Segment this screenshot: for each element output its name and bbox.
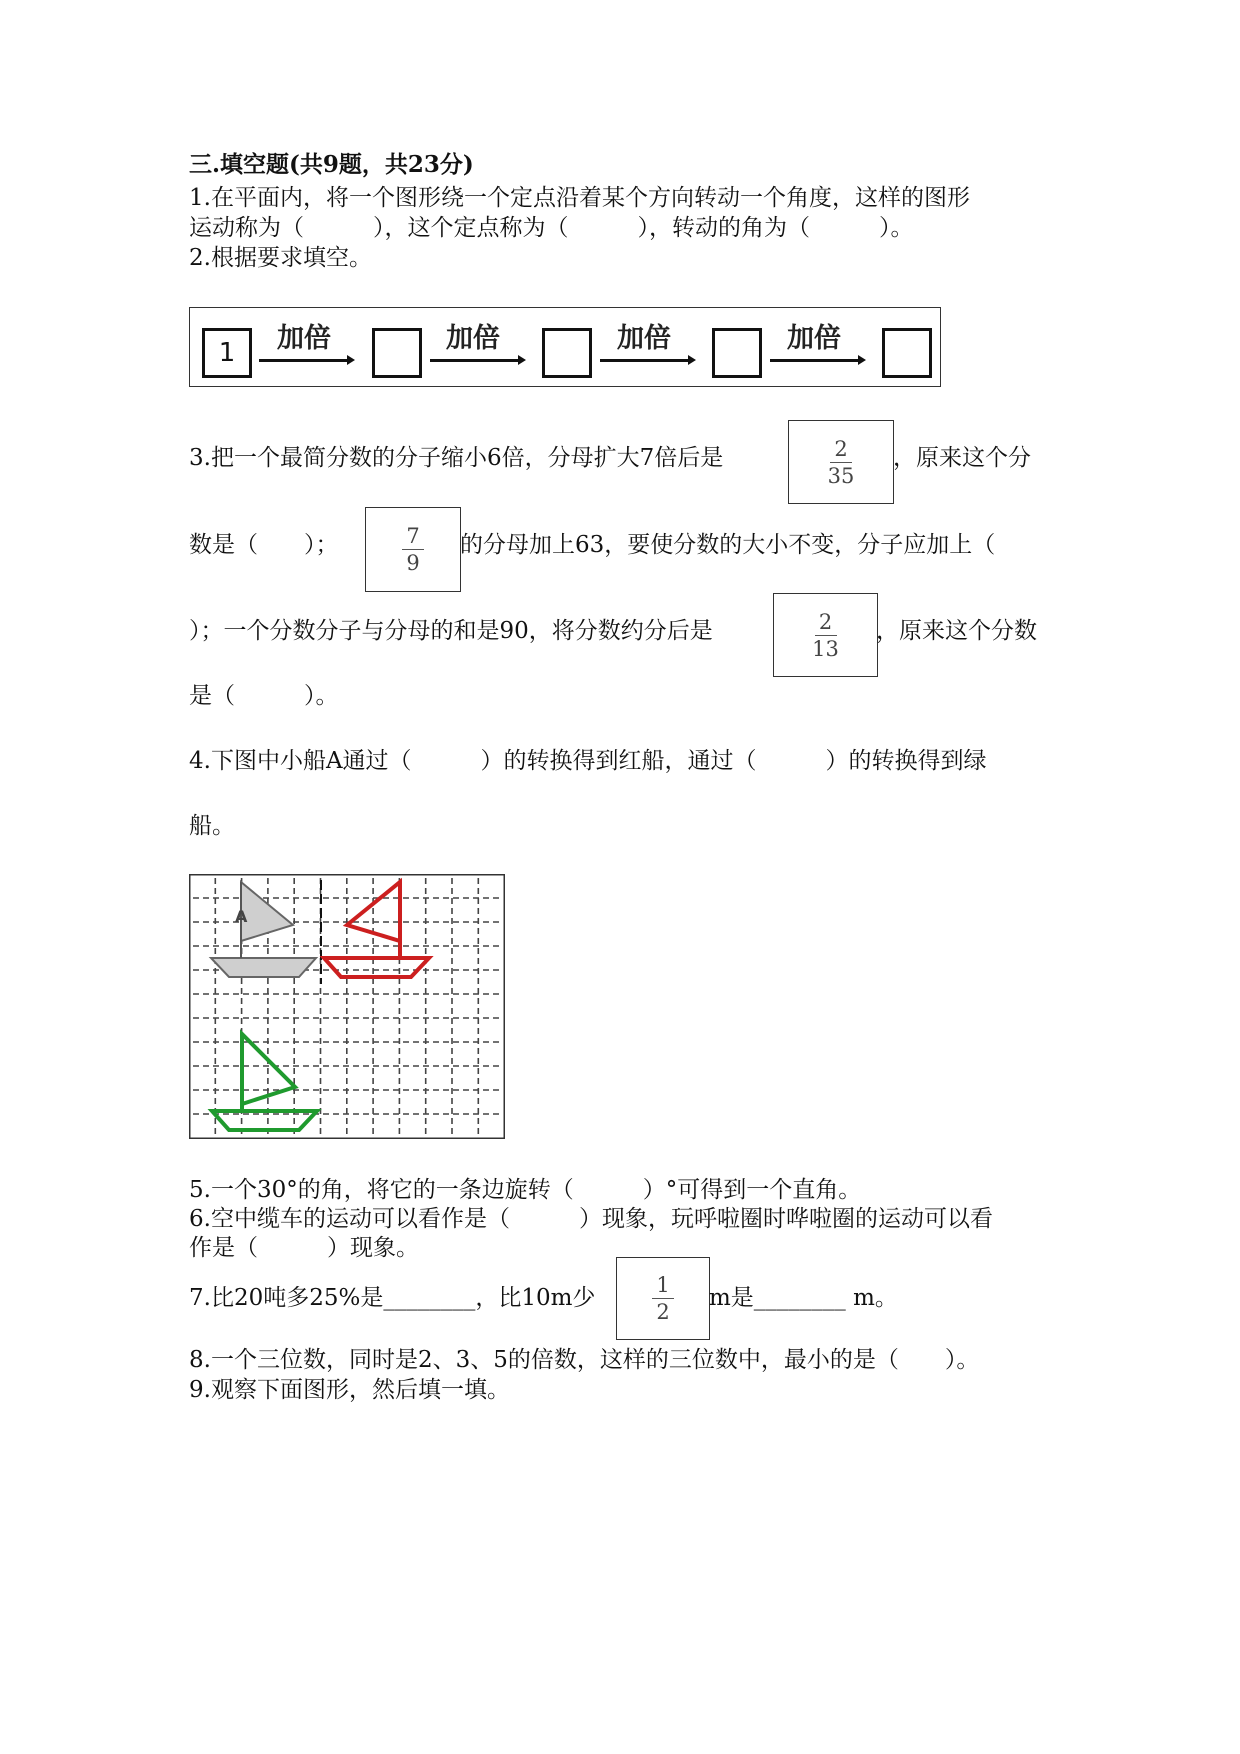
sequence-box-2[interactable] [372, 328, 422, 378]
question-3-line-1a: 3.把一个最简分数的分子缩小6倍，分母扩大7倍后是 [189, 445, 724, 471]
grey-boat-hull [211, 958, 316, 977]
sequence-box-1: 1 [202, 328, 252, 378]
question-9: 9.观察下面图形，然后填一填。 [189, 1377, 510, 1403]
boat-grid-svg [189, 874, 505, 1139]
arrow-2 [430, 359, 520, 362]
step-label-4: 加倍 [787, 323, 841, 354]
fraction-numerator: 2 [818, 609, 833, 634]
step-label-2: 加倍 [446, 323, 500, 354]
fraction-bar [652, 1298, 674, 1299]
step-label-3: 加倍 [617, 323, 671, 354]
question-3-line-1b: ，原来这个分 [893, 445, 1031, 471]
question-8: 8.一个三位数，同时是2、3、5的倍数，这样的三位数中，最小的是（ ）。 [189, 1347, 980, 1373]
question-3-line-3a: ）；一个分数分子与分母的和是90，将分数约分后是 [189, 618, 713, 644]
boat-transformation-figure [189, 874, 505, 1139]
sequence-box-4[interactable] [712, 328, 762, 378]
arrow-1 [259, 359, 349, 362]
step-label-1: 加倍 [277, 323, 331, 354]
question-4-line-2: 船。 [189, 813, 235, 839]
fraction-bar [402, 549, 424, 550]
boat-label-a: A [235, 907, 248, 926]
fraction-bar [830, 462, 852, 463]
question-3-line-3b: ，原来这个分数 [876, 618, 1037, 644]
fraction-2-35 [788, 420, 894, 504]
fraction-denominator: 9 [406, 551, 420, 575]
fraction-1-2 [616, 1257, 710, 1340]
fraction-numerator: 7 [406, 524, 420, 548]
question-2-text: 2.根据要求填空。 [189, 245, 372, 271]
arrow-3 [600, 359, 690, 362]
fraction-7-9 [365, 507, 461, 592]
fraction-numerator: 1 [656, 1273, 670, 1297]
question-3-line-2b: 的分母加上63，要使分数的大小不变，分子应加上（ [460, 532, 996, 558]
question-1-line-1: 1.在平面内，将一个图形绕一个定点沿着某个方向转动一个角度，这样的图形 [189, 185, 970, 211]
section-title: 三.填空题(共9题，共23分) [189, 151, 474, 178]
question-5: 5.一个30°的角，将它的一条边旋转（ ）°可得到一个直角。 [189, 1177, 862, 1203]
fraction-denominator: 2 [656, 1300, 670, 1324]
fraction-numerator: 2 [834, 436, 848, 461]
question-3-line-2a: 数是（ ）； [189, 532, 339, 558]
question-4-line-1: 4.下图中小船A通过（ ）的转换得到红船，通过（ ）的转换得到绿 [189, 748, 987, 774]
question-7-part-b: m是________ m。 [709, 1285, 898, 1311]
fraction-2-13 [773, 593, 878, 677]
question-7-part-a: 7.比20吨多25%是________，比10m少 [189, 1285, 596, 1311]
sequence-box-5[interactable] [882, 328, 932, 378]
sequence-box-3[interactable] [542, 328, 592, 378]
question-1-line-2: 运动称为（ ），这个定点称为（ ），转动的角为（ ）。 [189, 215, 914, 241]
question-6-line-2: 作是（ ）现象。 [189, 1235, 419, 1261]
fraction-denominator: 35 [827, 463, 855, 488]
question-6-line-1: 6.空中缆车的运动可以看作是（ ）现象，玩呼啦圈时哗啦圈的运动可以看 [189, 1206, 993, 1232]
fraction-bar [815, 635, 837, 636]
doubling-sequence-diagram [189, 307, 941, 387]
question-3-line-4: 是（ ）。 [189, 683, 339, 709]
fraction-denominator: 13 [812, 636, 839, 661]
arrow-4 [770, 359, 860, 362]
